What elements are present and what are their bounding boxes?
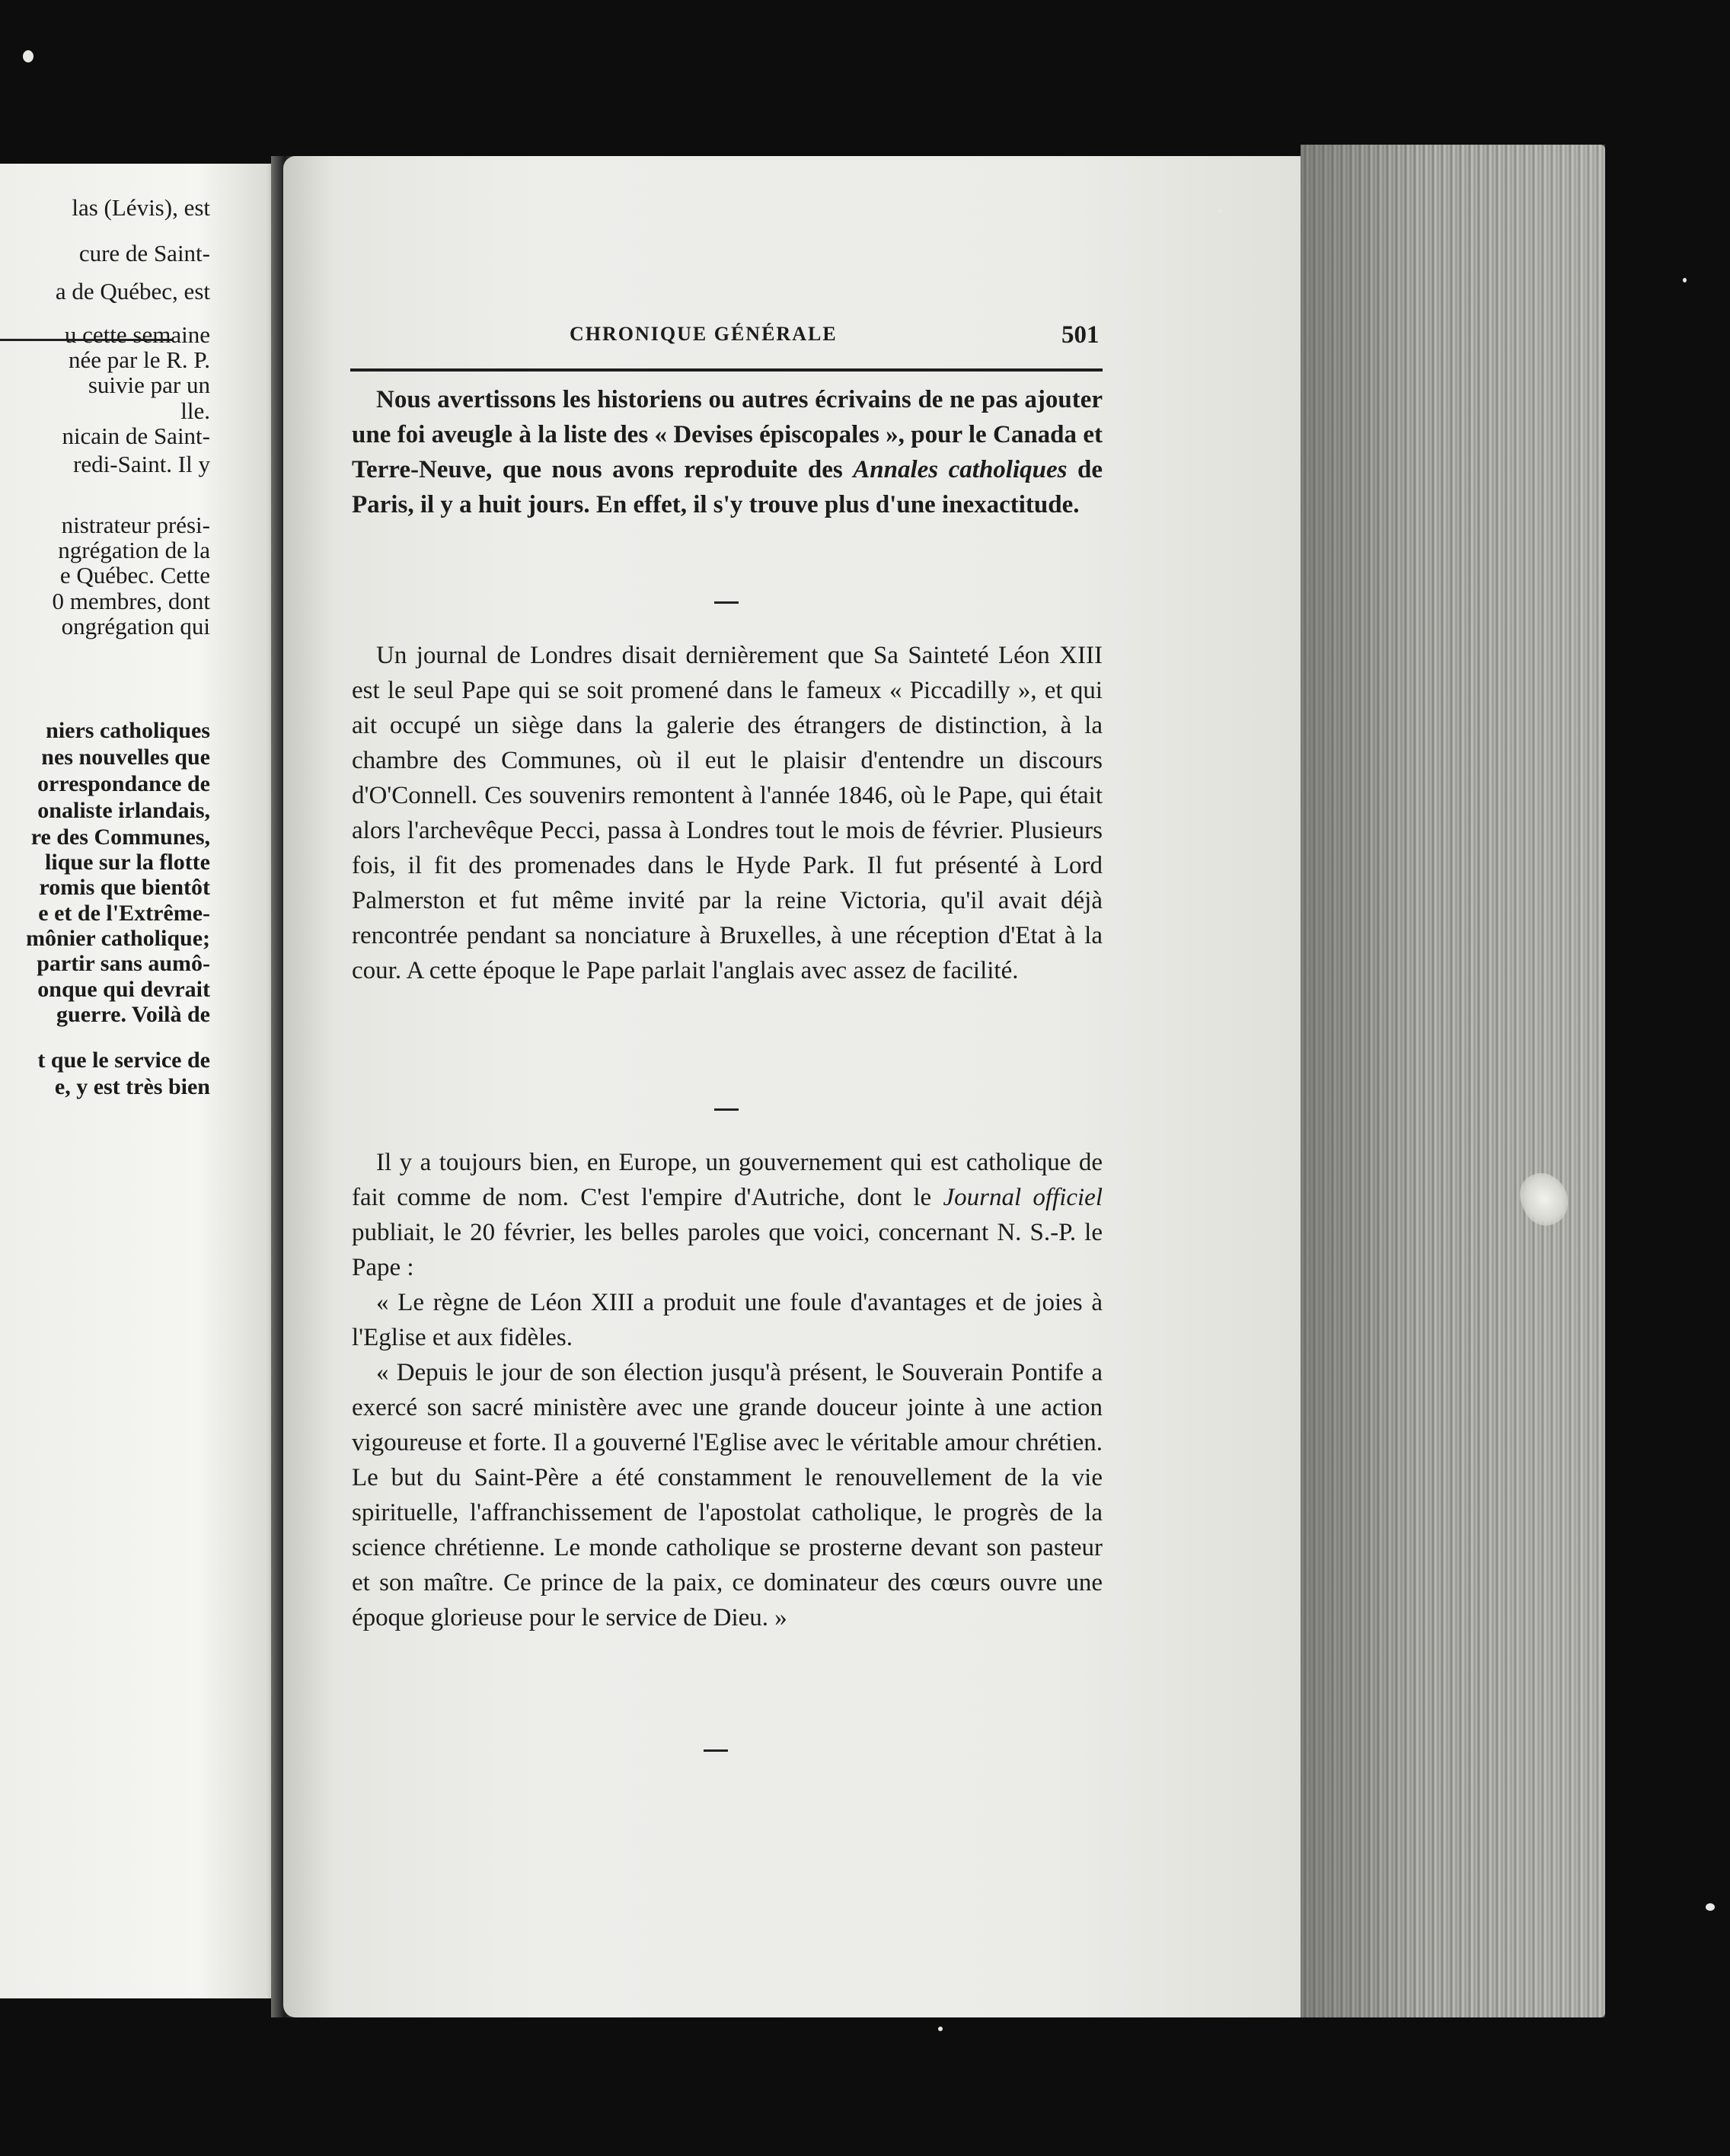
left-page-line: nes nouvelles que [41,745,210,770]
left-page-line: u cette semaine [64,321,210,348]
left-page-line: 0 membres, dont [52,588,210,614]
left-page-line: nicain de Saint- [62,423,210,449]
left-page-line: redi-Saint. Il y [73,451,210,477]
page-number: 501 [1061,321,1100,349]
left-page-line: onque qui devrait [37,977,210,1002]
paragraph-autriche: Il y a toujours bien, en Europe, un gouvernement qui est catholique de fait comme de nom. C'est l'empire d'Autriche, dont le Journal officiel publiait, le 20 février, les belles paroles que voici, concernant N. S.-P. le Pape : « Le règne de Léon XIII a produit une foule d'avantages et de joies à l'Eglise et aux fidèles. « Depuis le jour de son élection jusqu'à présent, le Souverain Pontife a exercé son sacré ministère avec une grande douceur jointe à une action vigoureuse et forte. Il a gouverné l'Eglise avec le véritable amour chrétien. Le but du Saint-Père a été constamment le renouvellement de la vie spirituelle, l'affranchissement de l'apostolat catholique, le progrès de la science chrétienne. Le monde catholique se prosterne devant son pasteur et son maître. Ce prince de la paix, ce dominateur des cœurs ouvre une époque glorieuse pour le service de Dieu. » [352,1145,1103,1635]
left-page-line: romis que bientôt [39,875,210,900]
header-rule [350,368,1103,372]
left-page-line: suivie par un [88,372,210,398]
section-separator [704,1749,728,1752]
left-page-line: guerre. Voilà de [56,1002,210,1027]
paragraph-piccadilly: Un journal de Londres disait dernièrement que Sa Sainteté Léon XIII est le seul Pape qui se soit promené dans le fameux « Piccadilly », et qui ait occupé un siège dans la galerie des étrangers de distinction, à la chambre des Communes, où il eut le plaisir d'entendre un discours d'O'Connell. Ces souvenirs remontent à l'année 1846, où le Pape, qui était alors l'archevêque Pecci, passa à Londres tout le mois de février. Plusieurs fois, il fit des promenades dans le Hyde Park. Il fut présenté à Lord Palmerston et fut même invité par la reine Victoria, qu'il avait déjà rencontrée pendant sa nonciature à Bruxelles, à une réception d'Etat à la cour. A cette époque le Pape parlait l'anglais avec assez de facilité. [352,642,1103,984]
left-page-line: orrespondance de [37,771,210,796]
left-page-line: ongrégation qui [61,613,210,639]
left-page-line: lique sur la flotte [45,850,210,875]
left-page-line: re des Communes, [30,824,210,850]
left-page-line: e Québec. Cette [59,562,210,588]
left-page-line: onaliste irlandais, [37,798,210,823]
left-page-line: e et de l'Extrême- [38,901,210,926]
left-page-line: e, y est très bien [54,1074,210,1099]
left-page-line: cure de Saint- [78,240,210,266]
left-page-line: las (Lévis), est [72,194,210,221]
italic-title: Annales catholiques [853,456,1068,483]
left-page-line: lle. [180,397,210,424]
left-page-line: partir sans aumô- [37,951,210,976]
left-page [0,164,283,1998]
section-separator [714,1108,739,1111]
left-page-line: mônier catholique; [26,926,210,951]
left-page-line: t que le service de [37,1048,210,1073]
left-page-line: nistrateur prési- [61,512,210,538]
quote-souverain-pontife: « Depuis le jour de son élection jusqu'à présent, le Souverain Pontife a exercé son sacré ministère avec une grande douceur jointe à une action vigoureuse et forte. Il a gouverné l'Eglise avec le véritable amour chrétien. Le but du Saint-Père a été constamment le renouvellement de la vie spirituelle, l'affranchissement de l'apostolat catholique, le progrès de la science chrétienne. Le monde catholique se prosterne devant son pasteur et son maître. Ce prince de la paix, ce dominateur des cœurs ouvre une époque glorieuse pour le service de Dieu. » [352,1359,1103,1631]
italic-title: Journal officiel [943,1184,1103,1211]
section-separator [714,601,739,604]
left-page-line: ngrégation de la [58,537,210,563]
running-header: CHRONIQUE GÉNÉRALE [570,323,838,345]
left-page-line: née par le R. P. [69,346,210,373]
left-page-line: a de Québec, est [55,278,210,305]
quote-leon-xiii: « Le règne de Léon XIII a produit une foule d'avantages et de joies à l'Eglise et aux fidèles. [352,1289,1103,1351]
paragraph-devises: Nous avertissons les historiens ou autres écrivains de ne pas ajouter une foi aveugle à la liste des « Devises épiscopales », pour le Canada et Terre-Neuve, que nous avons reproduite des Annales catholiques de Paris, il y a huit jours. En effet, il s'y trouve plus d'une inexactitude. [352,386,1103,518]
left-page-line: niers catholiques [46,718,210,743]
